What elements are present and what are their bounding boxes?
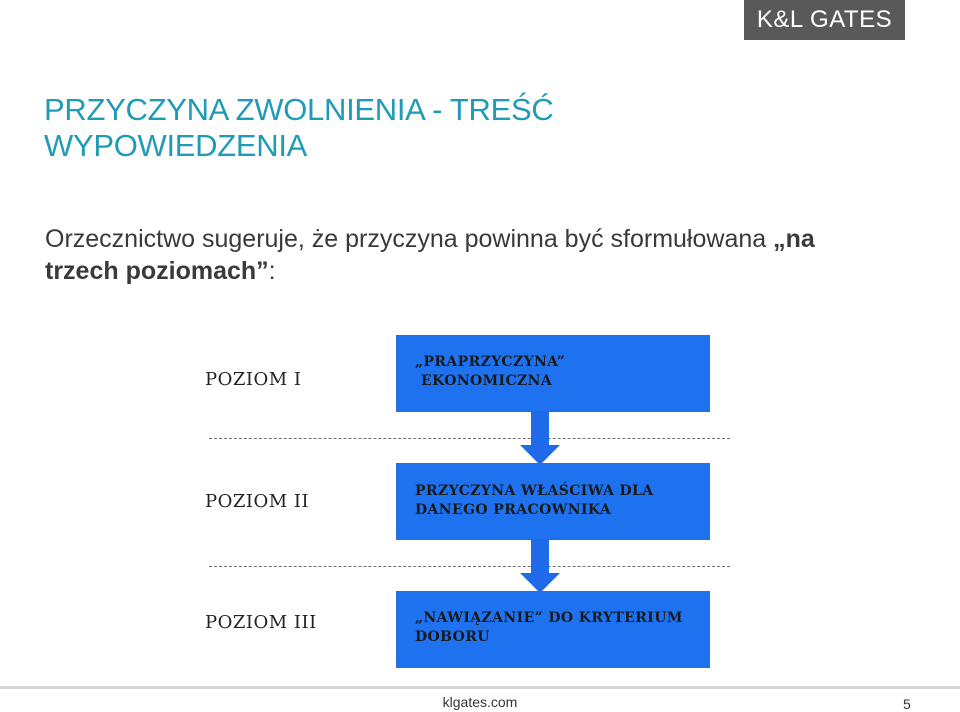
body-text-end: : (268, 257, 276, 285)
level-label-1: POZIOM I (205, 369, 302, 390)
slide-body-text (45, 223, 865, 287)
body-text-bold: „na trzech poziomach” (45, 225, 815, 285)
diagram-box-2 (396, 463, 710, 540)
body-text-plain: Orzecznictwo sugeruje, że przyczyna powinna być sformułowana (45, 225, 774, 253)
level-separator (209, 566, 730, 567)
down-arrow-icon (520, 411, 560, 465)
down-arrow-icon (520, 539, 560, 593)
box-2-line-1: PRZYCZYNA WŁAŚCIWA DLA (415, 483, 654, 499)
footer-site-link[interactable]: klgates.com (442, 694, 518, 710)
level-label-2: POZIOM II (205, 491, 310, 512)
slide-title: PRZYCZYNA ZWOLNIENIA - TREŚĆ WYPOWIEDZENIA (44, 92, 554, 163)
box-1-line-1: „PRAPRZYCZYNA” (415, 354, 566, 370)
diagram-box-3 (396, 591, 710, 668)
footer-divider (0, 686, 960, 689)
page-number: 5 (903, 696, 911, 712)
level-label-3: POZIOM III (205, 612, 317, 633)
diagram-box-1 (396, 335, 710, 412)
box-3-line-2: DOBORU (415, 629, 490, 645)
kl-gates-logo: K&L GATES (744, 0, 905, 40)
box-2-line-2: DANEGO PRACOWNIKA (415, 502, 612, 518)
box-1-line-2: EKONOMICZNA (421, 373, 553, 389)
level-separator (209, 438, 730, 439)
box-3-line-1: „NAWIĄZANIE” DO KRYTERIUM (415, 610, 683, 626)
